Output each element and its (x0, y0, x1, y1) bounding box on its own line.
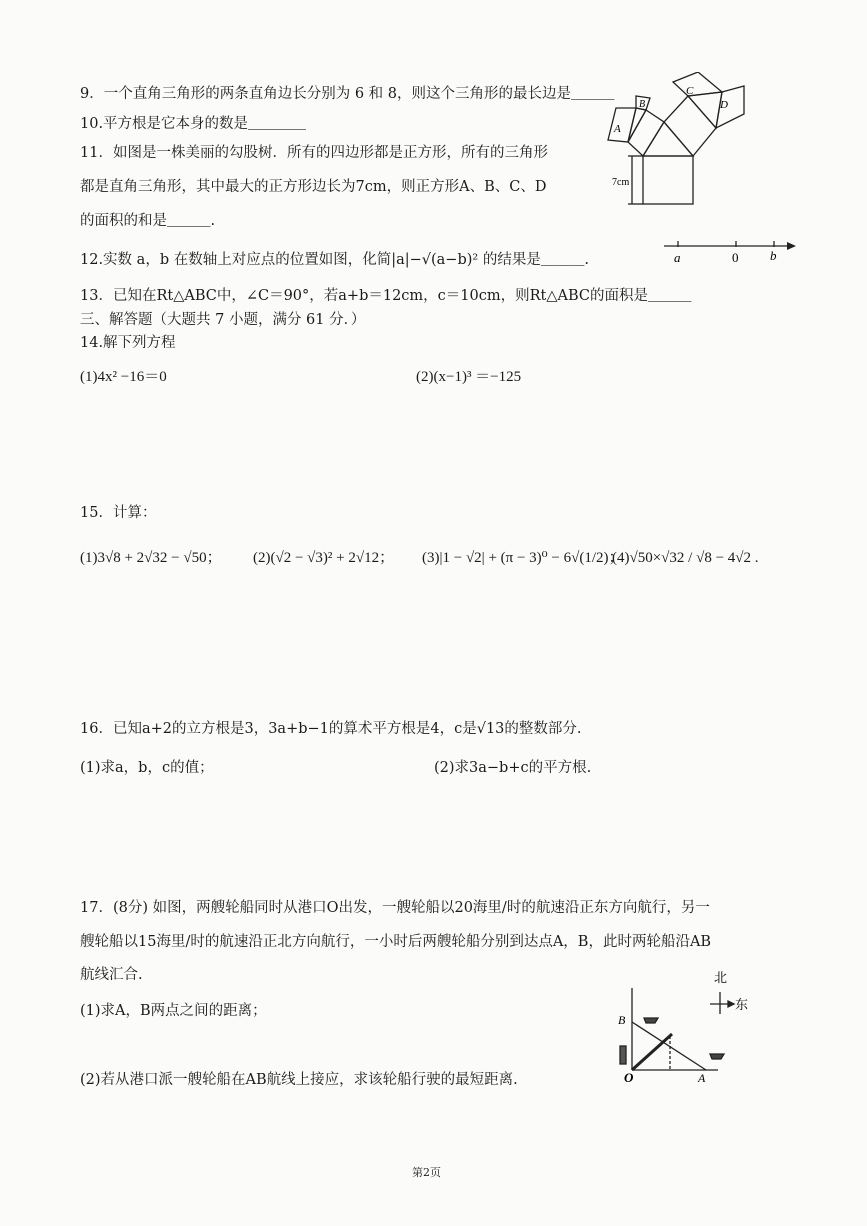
point-a-label: A (698, 1071, 706, 1084)
tree-label-c: C (686, 85, 694, 97)
section-3-heading: 三、解答题（大题共 7 小题，满分 61 分．） (80, 312, 366, 328)
tree-label-d: D (720, 99, 728, 111)
ship-route-figure (606, 966, 756, 1084)
axis-label-zero: 0 (732, 250, 739, 265)
question-16: 16．已知a+2的立方根是3，3a+b−1的算术平方根是4，c是√13的整数部分. (80, 721, 582, 737)
question-16-part2: (2)求3a−b+c的平方根. (434, 760, 592, 776)
number-line-figure (660, 234, 800, 268)
question-13: 13．已知在Rt△ABC中，∠C＝90°，若a+b＝12cm，c＝10cm，则Rt△ABC的面积是＿＿＿ (80, 288, 692, 304)
tree-side-label: 7cm (612, 177, 630, 188)
question-14-part1: (1)4x² −16＝0 (80, 369, 167, 385)
tree-label-b: B (639, 99, 646, 110)
compass-north-label: 北 (714, 970, 728, 985)
point-o-label: O (624, 1070, 634, 1084)
compass-east-label: 东 (735, 997, 749, 1012)
question-15-part3: (3)|1 − √2| + (π − 3)⁰ − 6√(1/2)； (422, 550, 624, 566)
question-17-line1: 17．(8分) 如图，两艘轮船同时从港口O出发，一艘轮船以20海里/时的航速沿正东方向航行，另一 (80, 900, 710, 916)
question-17-line3: 航线汇合. (80, 967, 143, 983)
page-number: 第2页 (412, 1166, 441, 1179)
question-16-part1: (1)求a，b，c的值； (80, 760, 214, 776)
question-17-part2: (2)若从港口派一艘轮船在AB航线上接应，求该轮船行驶的最短距离. (80, 1072, 518, 1088)
question-15: 15．计算： (80, 505, 157, 521)
axis-label-a: a (674, 250, 681, 265)
question-11-line2: 都是直角三角形，其中最大的正方形边长为7cm，则正方形A、B、C、D (80, 179, 547, 195)
pythagoras-tree-figure (598, 72, 748, 207)
question-14: 14.解下列方程 (80, 335, 176, 351)
question-11-line3: 的面积的和是＿＿＿. (80, 213, 216, 229)
question-14-part2: (2)(x−1)³ ＝−125 (416, 369, 522, 385)
point-b-label: B (618, 1013, 626, 1027)
question-15-part1: (1)3√8 + 2√32 − √50； (80, 550, 222, 566)
question-9: 9．一个直角三角形的两条直角边长分别为 6 和 8，则这个三角形的最长边是＿＿＿ (80, 86, 615, 102)
axis-label-b: b (770, 248, 777, 263)
question-10: 10.平方根是它本身的数是＿＿＿＿ (80, 116, 307, 132)
tree-label-a: A (614, 123, 621, 135)
question-12: 12.实数 a，b 在数轴上对应点的位置如图，化简|a|−√(a−b)² 的结果是＿＿＿. (80, 252, 589, 268)
question-17-part1: (1)求A，B两点之间的距离； (80, 1003, 267, 1019)
question-17-line2: 艘轮船以15海里/时的航速沿正北方向航行，一小时后两艘轮船分别到达点A，B，此时两轮船沿AB (80, 934, 712, 950)
question-15-part2: (2)(√2 − √3)² + 2√12； (253, 550, 395, 566)
question-15-part4: (4)√50×√32 / √8 − 4√2 . (612, 550, 759, 566)
question-11-line1: 11．如图是一株美丽的勾股树．所有的四边形都是正方形，所有的三角形 (80, 145, 548, 161)
